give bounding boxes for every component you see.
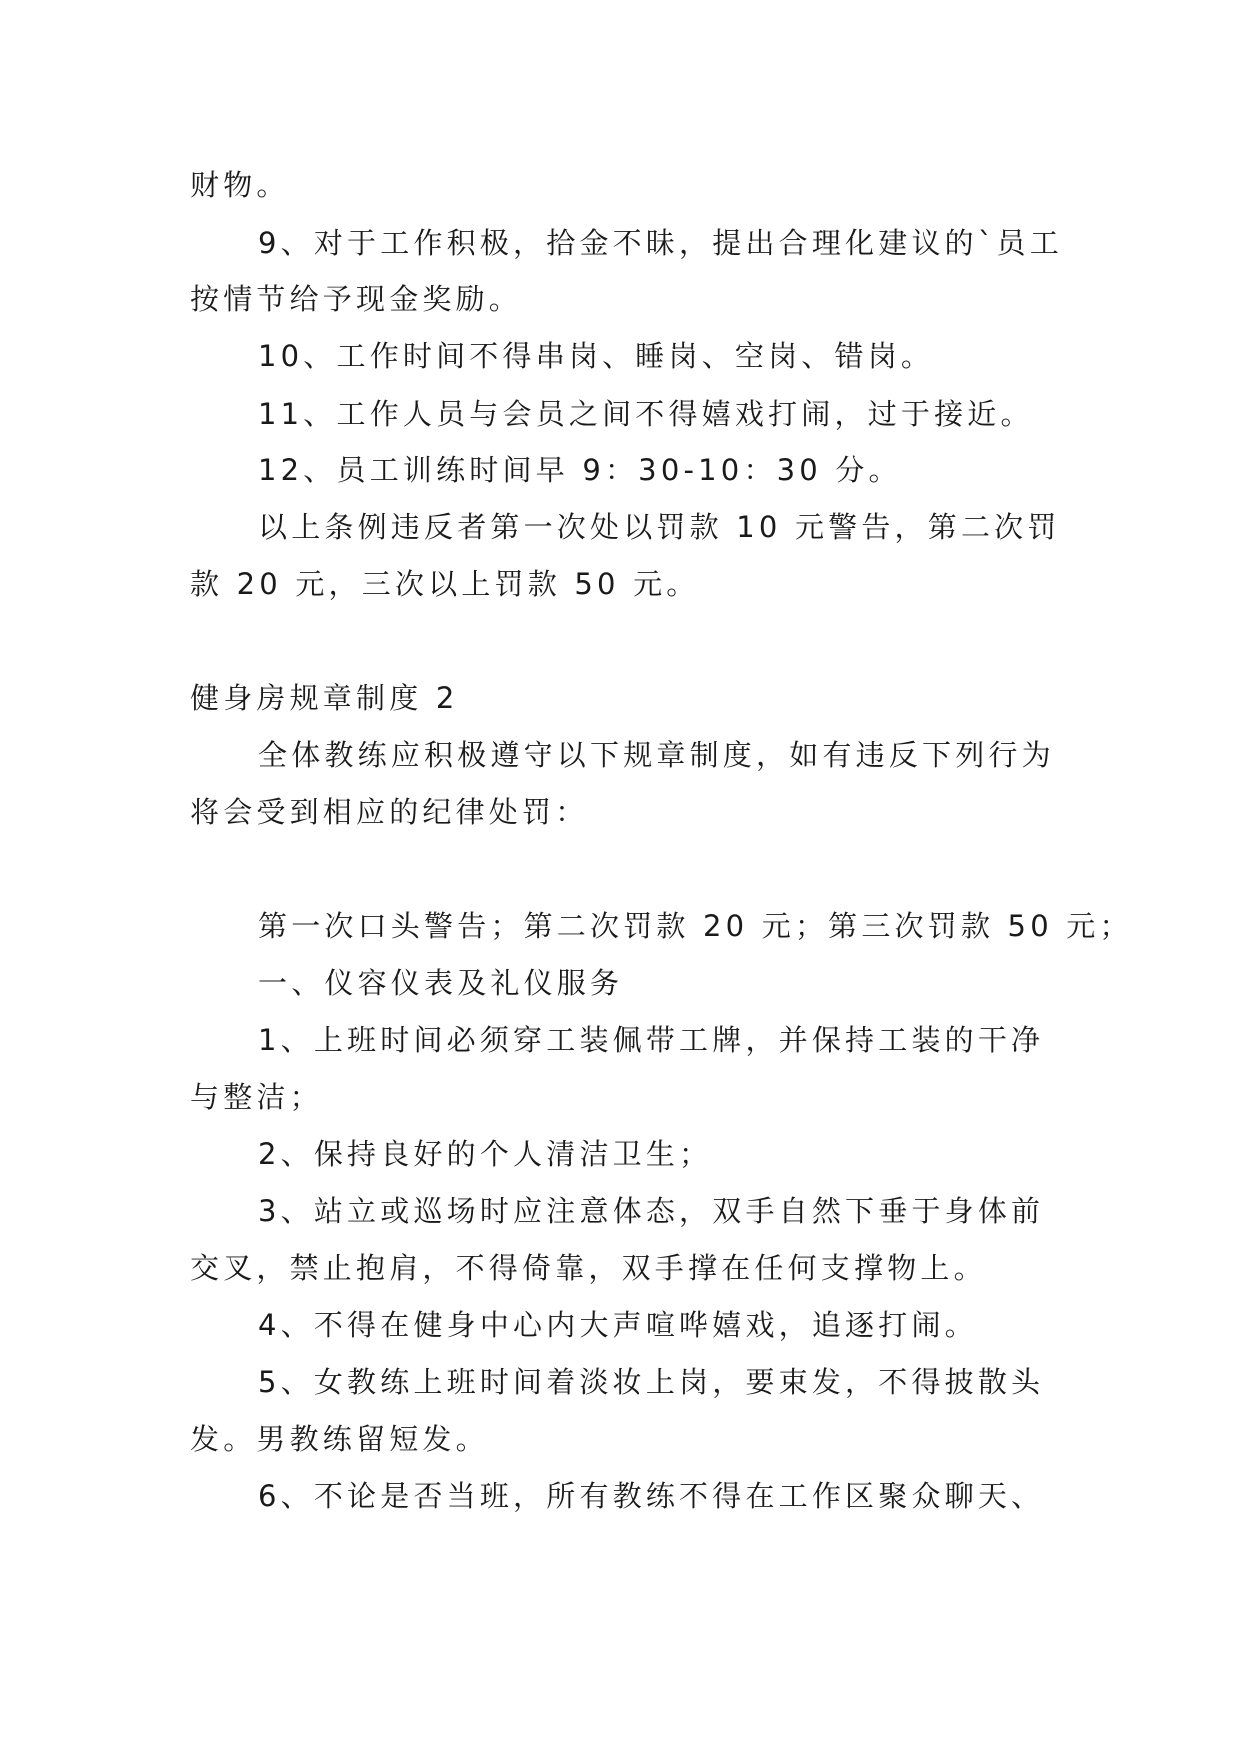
text-line: 11、工作人员与会员之间不得嬉戏打闹，过于接近。 <box>258 397 1034 431</box>
text-line: 5、女教练上班时间着淡妆上岗，要束发，不得披散头 <box>258 1365 1045 1399</box>
text-line: 1、上班时间必须穿工装佩带工牌，并保持工装的干净 <box>258 1023 1045 1057</box>
text-line: 3、站立或巡场时应注意体态，双手自然下垂于身体前 <box>258 1194 1045 1228</box>
subsection-heading: 一、仪容仪表及礼仪服务 <box>258 966 624 1000</box>
text-line: 财物。 <box>190 168 290 202</box>
text-line: 10、工作时间不得串岗、睡岗、空岗、错岗。 <box>258 339 935 373</box>
text-line: 款 20 元，三次以上罚款 50 元。 <box>190 567 700 601</box>
text-line: 6、不论是否当班，所有教练不得在工作区聚众聊天、 <box>258 1479 1045 1513</box>
text-line: 2、保持良好的个人清洁卫生； <box>258 1137 713 1171</box>
text-line: 与整洁； <box>190 1080 323 1114</box>
text-line: 4、不得在健身中心内大声喧哗嬉戏，追逐打闹。 <box>258 1308 978 1342</box>
text-line: 发。男教练留短发。 <box>190 1422 489 1456</box>
text-line: 交叉，禁止抱肩，不得倚靠，双手撑在任何支撑物上。 <box>190 1251 987 1285</box>
section-heading: 健身房规章制度 2 <box>190 681 459 715</box>
text-line: 9、对于工作积极，拾金不昧，提出合理化建议的`员工 <box>258 226 1063 260</box>
text-line: 12、员工训练时间早 9：30-10：30 分。 <box>258 453 902 487</box>
text-line: 全体教练应积极遵守以下规章制度，如有违反下列行为 <box>258 738 1055 772</box>
text-line: 按情节给予现金奖励。 <box>190 282 523 316</box>
text-line: 第一次口头警告；第二次罚款 20 元；第三次罚款 50 元； <box>258 909 1133 943</box>
text-line: 以上条例违反者第一次处以罚款 10 元警告，第二次罚 <box>258 510 1061 544</box>
text-line: 将会受到相应的纪律处罚： <box>190 795 589 829</box>
